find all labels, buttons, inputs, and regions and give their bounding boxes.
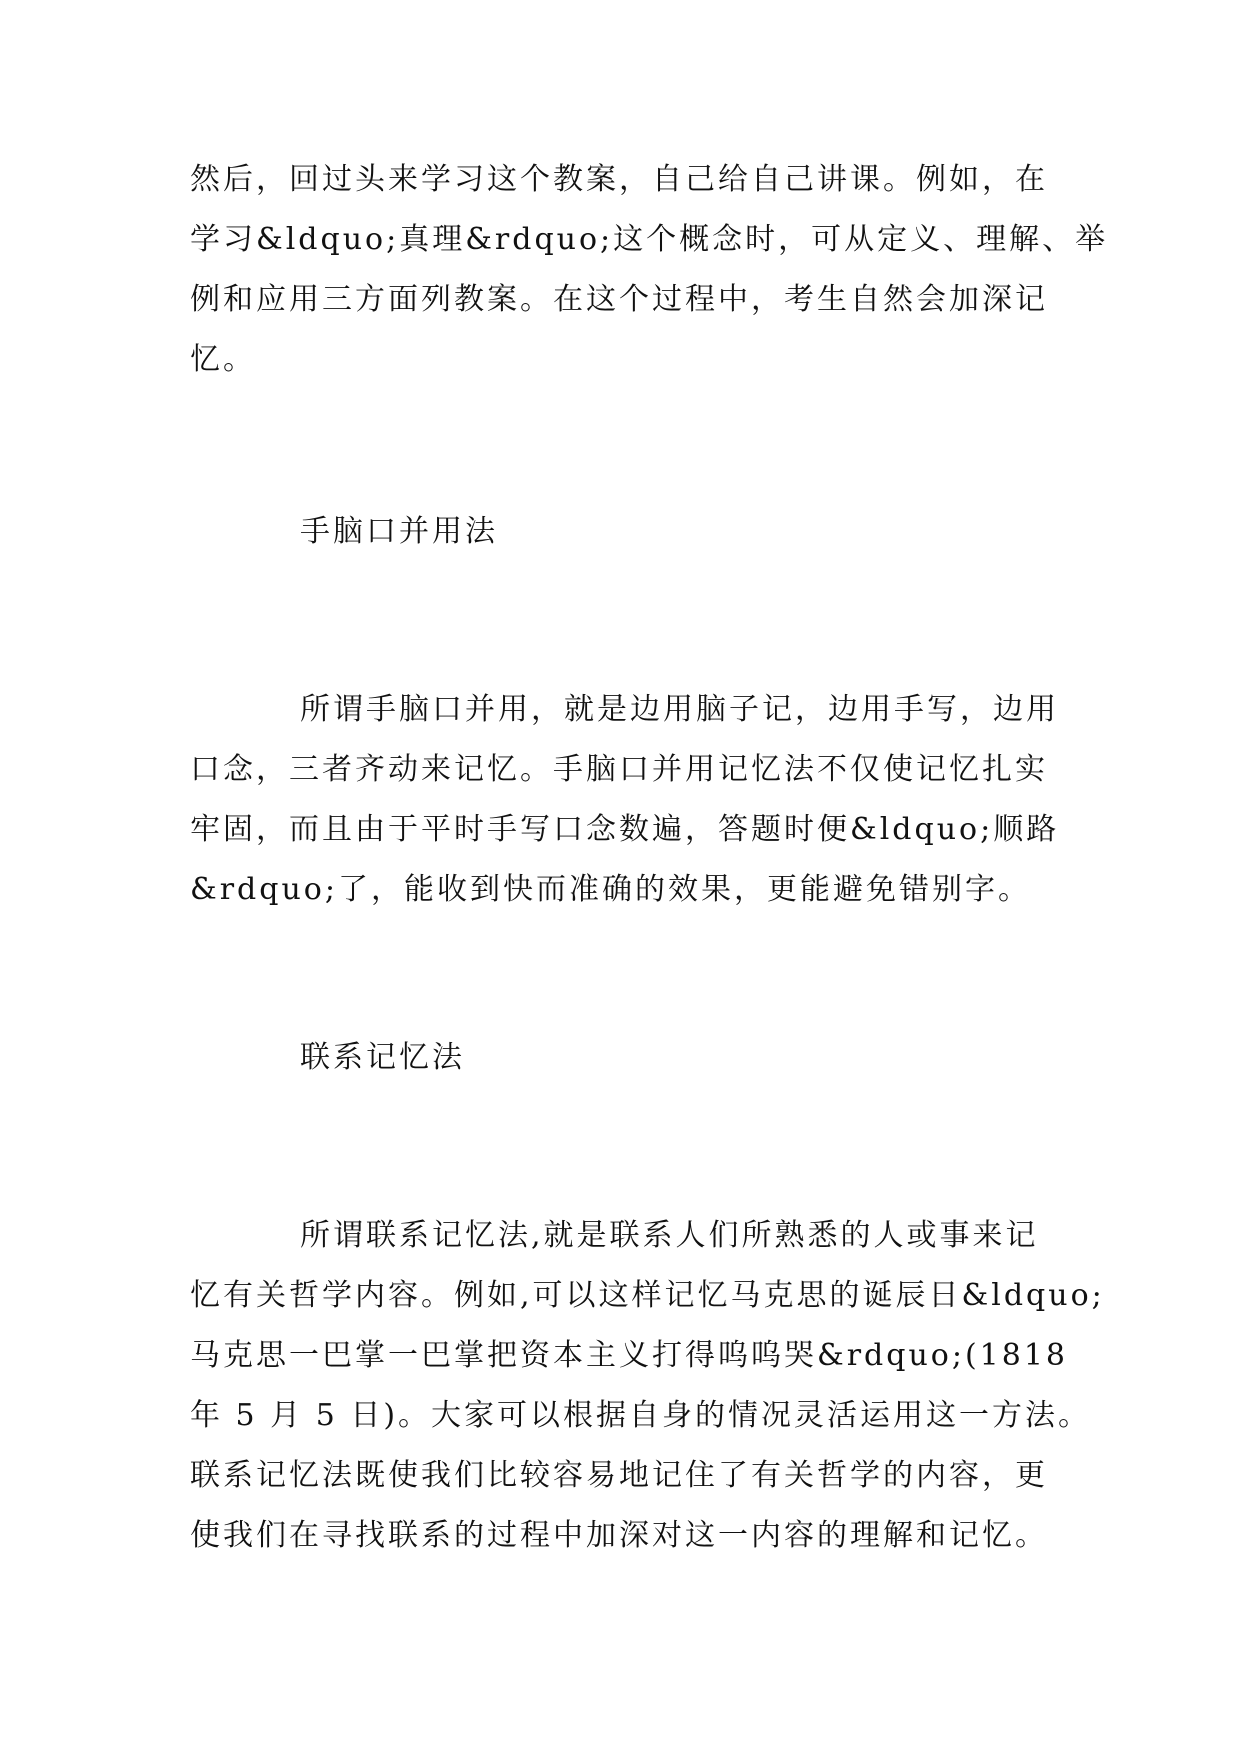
section-heading: 联系记忆法	[300, 1040, 465, 1075]
paragraph-line: 所谓联系记忆法,就是联系人们所熟悉的人或事来记	[300, 1218, 1039, 1253]
paragraph-line: 例和应用三方面列教案。在这个过程中，考生自然会加深记	[190, 282, 1048, 317]
paragraph-line: 使我们在寻找联系的过程中加深对这一内容的理解和记忆。	[190, 1518, 1048, 1553]
paragraph-line: 忆有关哲学内容。例如,可以这样记忆马克思的诞辰日&ldquo;	[190, 1278, 1105, 1313]
paragraph-line: 牢固，而且由于平时手写口念数遍，答题时便&ldquo;顺路	[190, 812, 1060, 847]
paragraph-line: 年 5 月 5 日)。大家可以根据自身的情况灵活运用这一方法。	[190, 1398, 1092, 1433]
paragraph-line: 所谓手脑口并用，就是边用脑子记，边用手写，边用	[300, 692, 1059, 727]
paragraph-line: 口念，三者齐动来记忆。手脑口并用记忆法不仅使记忆扎实	[190, 752, 1048, 787]
paragraph-line: 联系记忆法既使我们比较容易地记住了有关哲学的内容，更	[190, 1458, 1048, 1493]
section-heading: 手脑口并用法	[300, 514, 498, 549]
paragraph-line: &rdquo;了，能收到快而准确的效果，更能避免错别字。	[190, 872, 1031, 907]
paragraph-line: 忆。	[190, 342, 256, 377]
paragraph-line: 然后，回过头来学习这个教案，自己给自己讲课。例如，在	[190, 162, 1048, 197]
paragraph-line: 马克思一巴掌一巴掌把资本主义打得呜呜哭&rdquo;(1818	[190, 1338, 1068, 1373]
paragraph-line: 学习&ldquo;真理&rdquo;这个概念时，可从定义、理解、举	[190, 222, 1109, 257]
